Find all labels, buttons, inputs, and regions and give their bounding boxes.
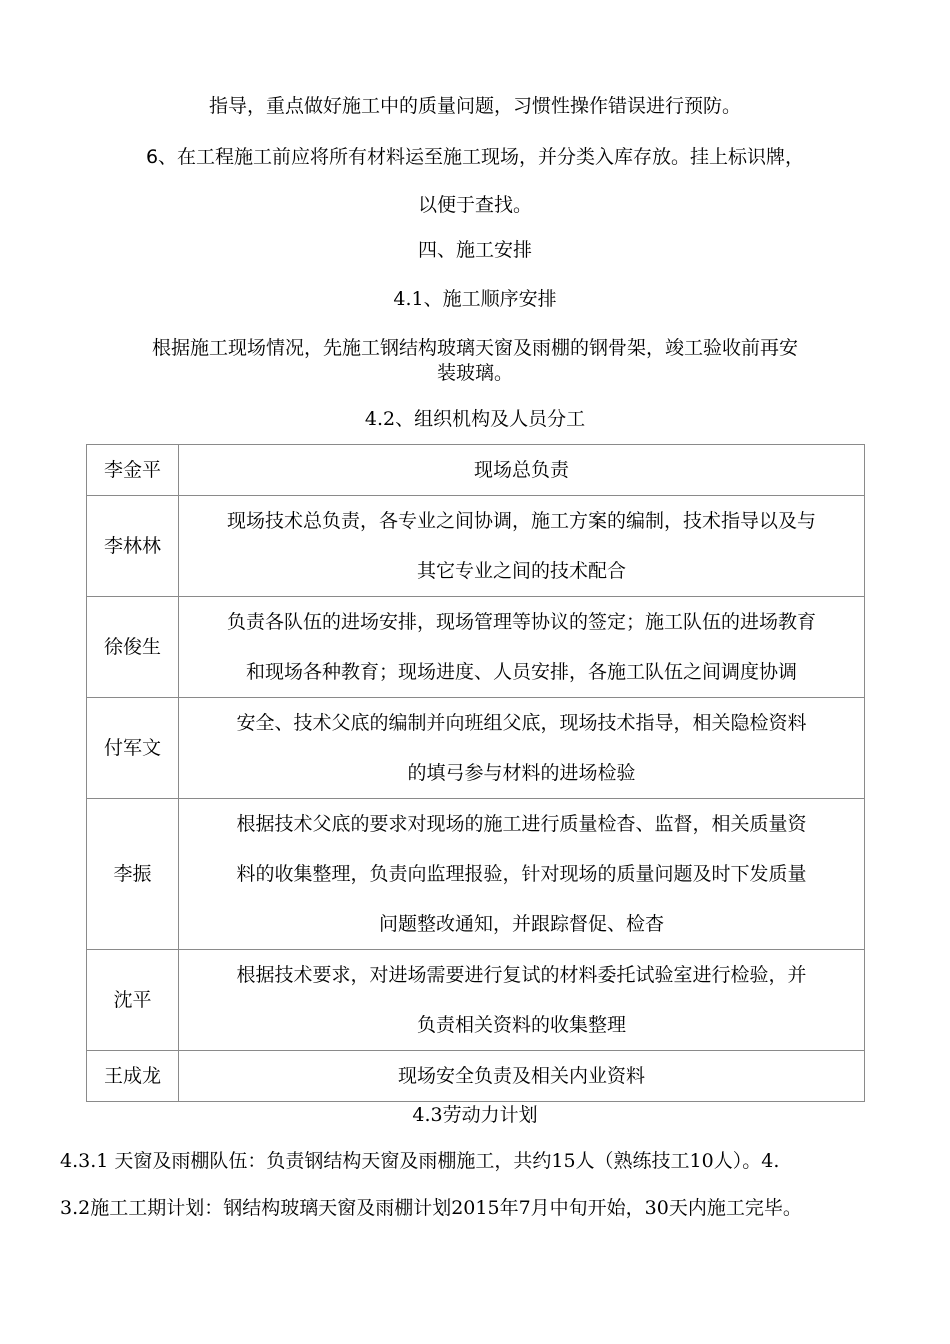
staff-duty-cell: [179, 597, 865, 698]
staff-duty-cell: [179, 698, 865, 799]
duty-line: 现场总负责: [473, 459, 569, 481]
duty-line: 根据技术要求，对进场需要进行复试的材料委托试验室进行检验，并: [236, 964, 807, 986]
paragraph-materials-line2: 以便于查找。: [417, 194, 532, 216]
staff-duty-cell: [179, 496, 865, 597]
staff-name-cell: 徐俊生: [87, 597, 179, 698]
staff-duty-cell: [179, 1051, 865, 1102]
duty-line: 的填弓参与材料的进场检验: [407, 762, 636, 784]
duty-line: 现场技术总负责，各专业之间协调，施工方案的编制，技术指导以及与: [226, 510, 816, 532]
paragraph-sequence-line2: 装玻璃。: [436, 362, 513, 384]
table-row: [87, 597, 865, 698]
heading-construction-arrangement: 四、施工安排: [417, 239, 532, 261]
table-row: [87, 799, 865, 950]
paragraph-sequence-line1: 根据施工现场情况，先施工钢结构玻璃天窗及雨棚的钢骨架，竣工验收前再安: [151, 337, 798, 359]
duty-line: 和现场各种教育；现场进度、人员安排，各施工队伍之间调度协调: [245, 661, 797, 683]
duty-line: 问题整改通知，并跟踪督促、检杳: [378, 913, 664, 935]
heading-labor-plan: 4.3劳动力计划: [412, 1104, 538, 1126]
duty-line: 料的收集整理，负责向监理报验，针对现场的质量问题及时下发质量: [236, 863, 807, 885]
staff-name-cell: 李林林: [87, 496, 179, 597]
staff-duty-cell: [179, 950, 865, 1051]
paragraph-materials-line1: 6、在工程施工前应将所有材料运至施工现场，并分类入库存放。挂上标识牌，: [145, 146, 805, 168]
paragraph-quality-guidance: 指导，重点做好施工中的质量问题，习惯性操作错误进行预防。: [208, 95, 741, 117]
paragraph-labor-line2: 3.2施工工期计划：钢结构玻璃天窗及雨棚计划2015年7月中旬开始，30天内施工完毕。: [60, 1197, 802, 1219]
paragraph-labor-line1: 4.3.1 天窗及雨棚队伍：负责钢结构天窗及雨棚施工，共约15人（熟练技工10人）。4.: [60, 1150, 780, 1172]
staff-name-cell: 付军文: [87, 698, 179, 799]
staff-name-cell: 李金平: [87, 445, 179, 496]
duty-line: 安全、技术父底的编制并向班组父底，现场技术指导，相关隐检资料: [236, 712, 807, 734]
duty-line: 根据技术父底的要求对现场的施工进行质量检杳、监督，相关质量资: [236, 813, 807, 835]
table-row: [87, 950, 865, 1051]
staff-duty-cell: [179, 445, 865, 496]
table-row: [87, 445, 865, 496]
staff-duty-cell: [179, 799, 865, 950]
table-row: [87, 496, 865, 597]
table-row: [87, 698, 865, 799]
duty-line: 负责相关资料的收集整理: [416, 1014, 626, 1036]
duty-line: 负责各队伍的进场安排，现场管理等协议的签定；施工队伍的进场教育: [226, 611, 816, 633]
table-row: [87, 1051, 865, 1102]
staff-name-cell: 李振: [87, 799, 179, 950]
duty-line: 现场安全负责及相关内业资料: [397, 1065, 645, 1087]
staff-name-cell: 沈平: [87, 950, 179, 1051]
staff-duty-table: [86, 444, 865, 1102]
duty-line: 其它专业之间的技术配合: [416, 560, 626, 582]
heading-construction-sequence: 4.1、施工顺序安排: [393, 288, 557, 310]
heading-organization: 4.2、组织机构及人员分工: [364, 408, 586, 430]
staff-name-cell: 王成龙: [87, 1051, 179, 1102]
